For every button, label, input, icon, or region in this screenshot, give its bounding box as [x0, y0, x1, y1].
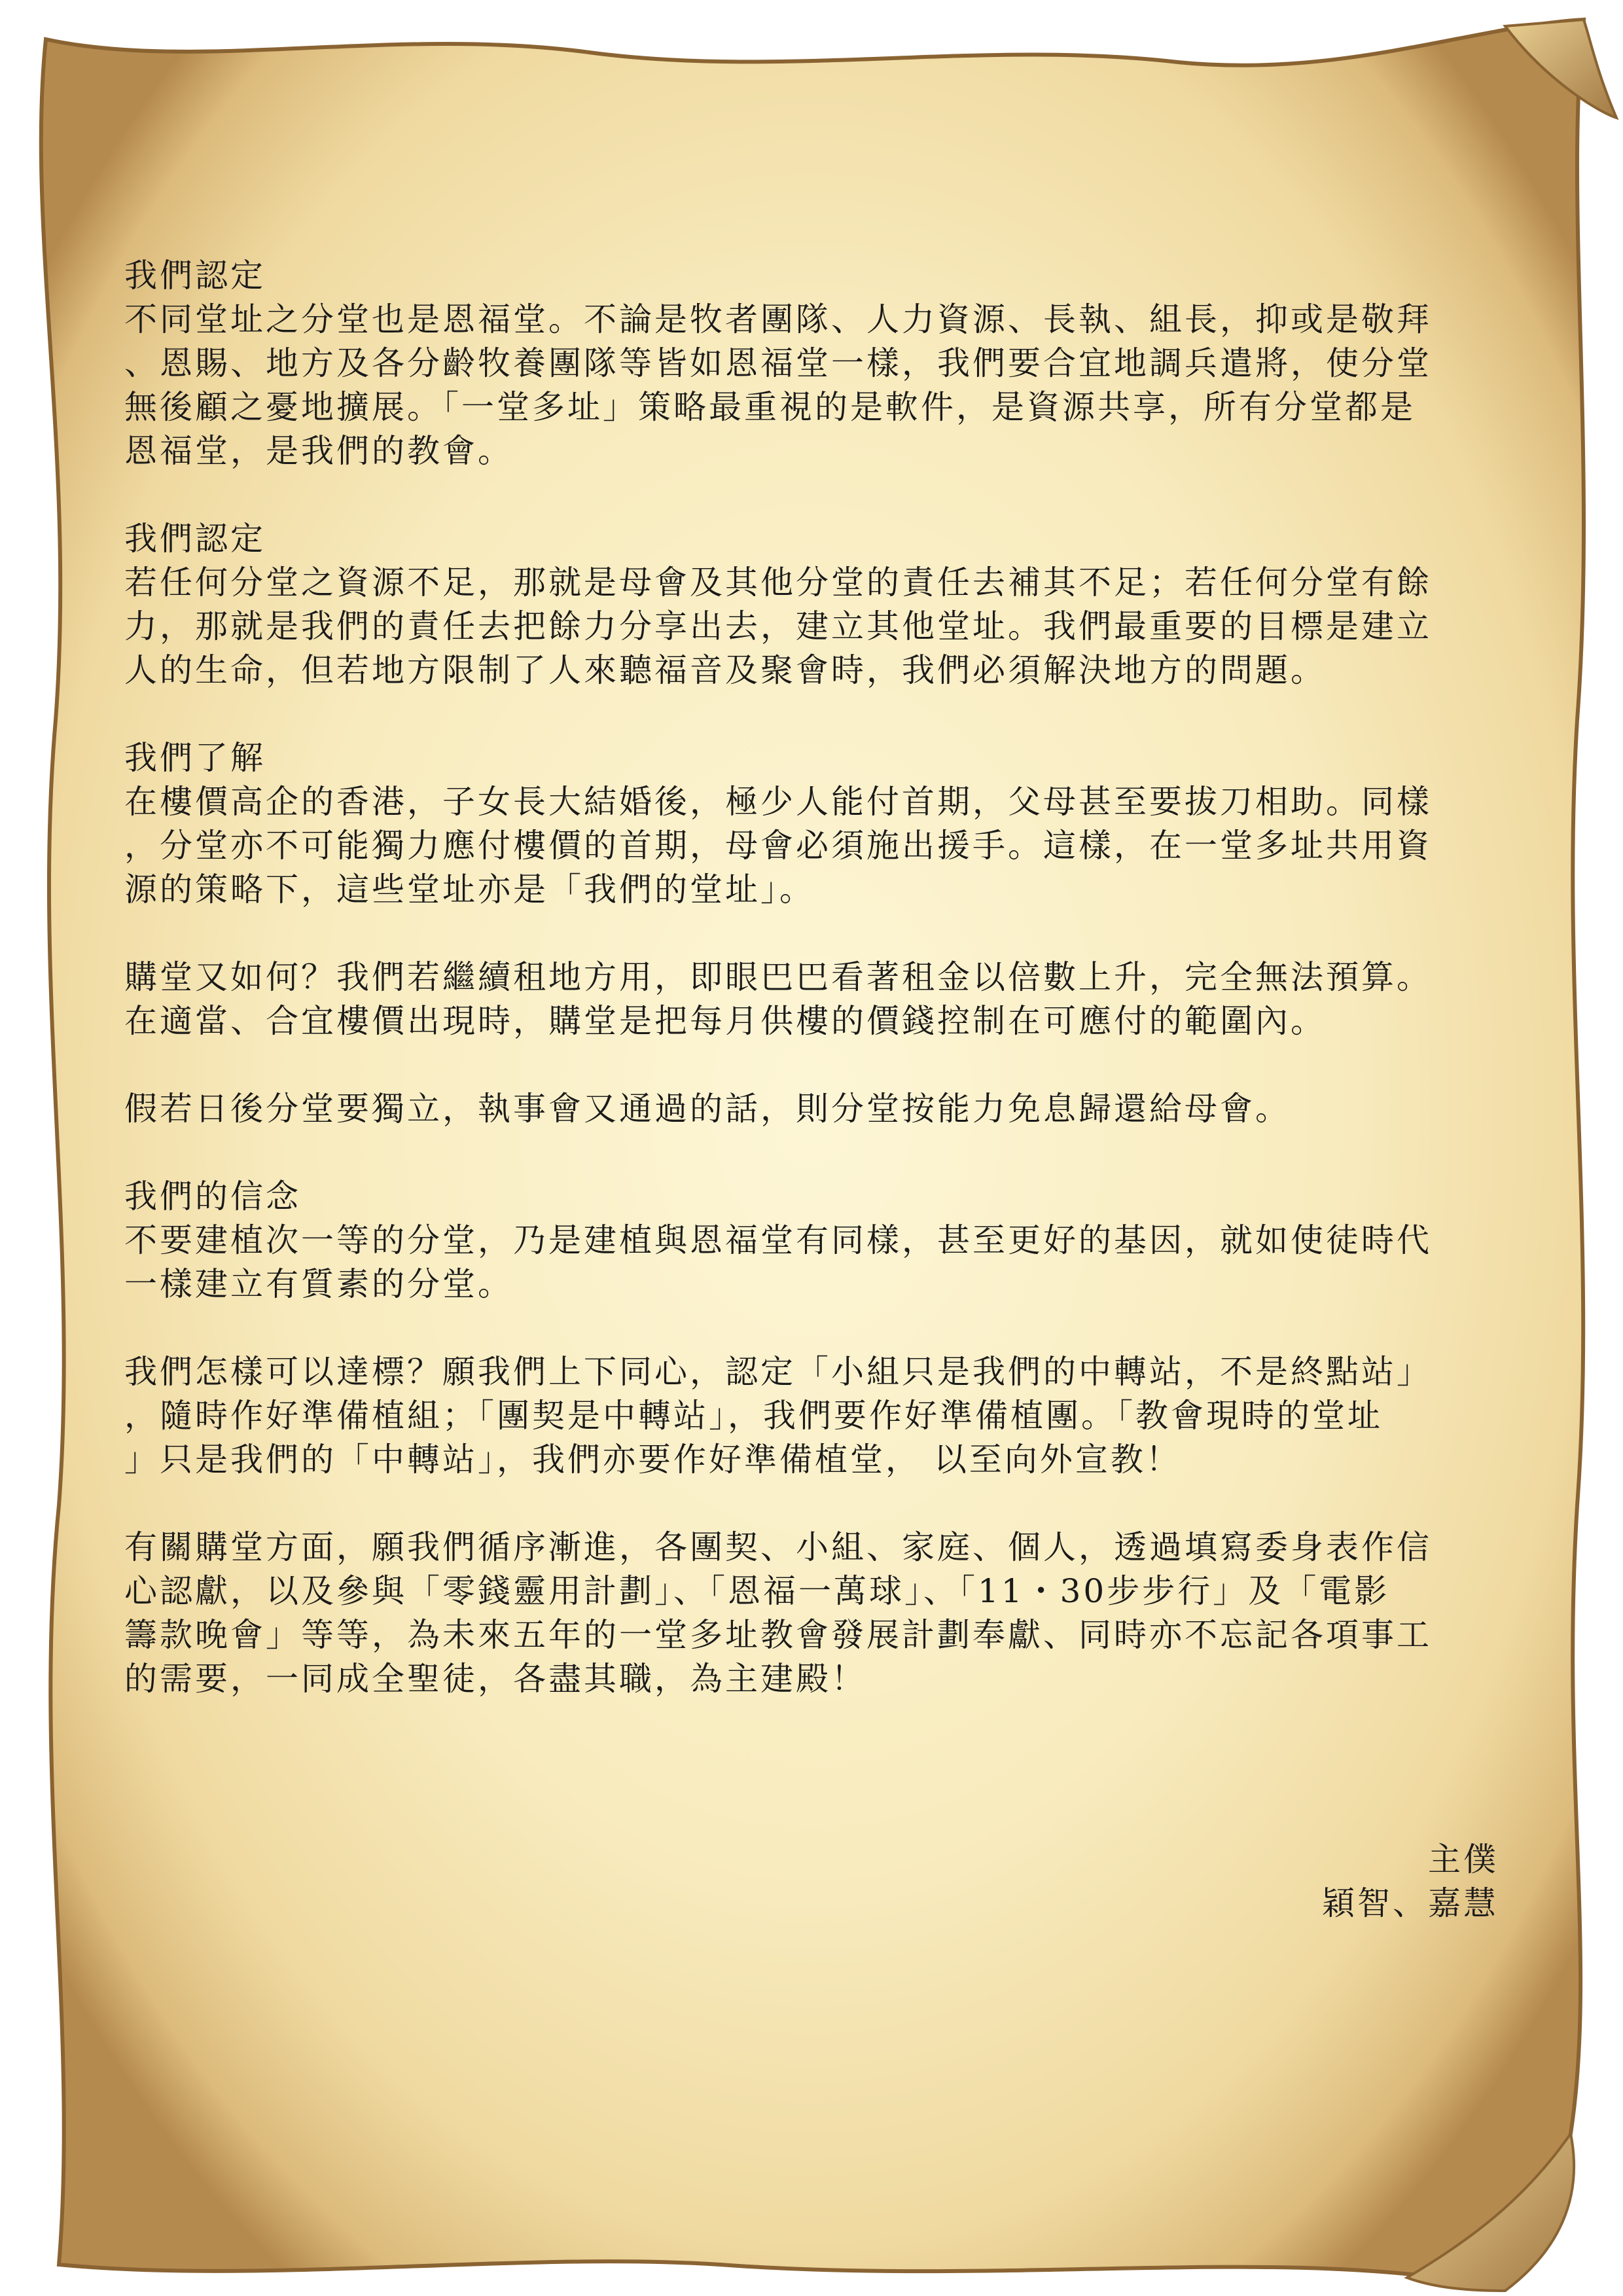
paragraph-line: 假若日後分堂要獨立，執事會又通過的話，則分堂按能力免息歸還給母會。 — [124, 1090, 1291, 1128]
letter-paragraph — [124, 1350, 1505, 1482]
letter-body — [124, 254, 1505, 1745]
paragraph-line: 」只是我們的「中轉站」，我們亦要作好準備植堂， 以至向外宣教！ — [124, 1441, 1181, 1479]
paragraph-line: ，隨時作好準備植組；「團契是中轉站」，我們要作好準備植團。「教會現時的堂址 — [124, 1397, 1383, 1435]
paragraph-line: 的需要，一同成全聖徒，各盡其職，為主建殿！ — [124, 1660, 866, 1698]
letter-paragraph — [124, 517, 1505, 692]
paragraph-line: 一樣建立有質素的分堂。 — [124, 1265, 513, 1303]
paragraph-heading: 我們認定 — [124, 520, 266, 558]
signature-names: 穎智、嘉慧 — [1322, 1884, 1499, 1922]
paragraph-line: 力，那就是我們的責任去把餘力分享出去，建立其他堂址。我們最重要的目標是建立 — [124, 607, 1432, 645]
letter-paragraph — [124, 254, 1505, 473]
letter-paragraph — [124, 1175, 1505, 1306]
paragraph-line: ，分堂亦不可能獨力應付樓價的首期，母會必須施出援手。這樣，在一堂多址共用資 — [124, 827, 1432, 865]
signature-block — [1322, 1838, 1499, 1926]
signature-title: 主僕 — [1428, 1840, 1499, 1878]
paragraph-line: 我們怎樣可以達標？願我們上下同心，認定「小組只是我們的中轉站，不是終點站」 — [124, 1353, 1432, 1391]
letter-paragraph — [124, 1526, 1505, 1701]
paragraph-line: 若任何分堂之資源不足，那就是母會及其他分堂的責任去補其不足；若任何分堂有餘 — [124, 564, 1432, 601]
paragraph-line: 無後顧之憂地擴展。「一堂多址」策略最重視的是軟件，是資源共享，所有分堂都是 — [124, 388, 1416, 426]
paragraph-line: 、恩賜、地方及各分齡牧養團隊等皆如恩福堂一樣，我們要合宜地調兵遣將，使分堂 — [124, 344, 1432, 382]
paragraph-line: 恩福堂，是我們的教會。 — [124, 432, 513, 470]
paragraph-line: 人的生命，但若地方限制了人來聽福音及聚會時，我們必須解決地方的問題。 — [124, 651, 1326, 689]
paragraph-line: 購堂又如何？我們若繼續租地方用，即眼巴巴看著租金以倍數上升，完全無法預算。 — [124, 958, 1432, 996]
letter-paragraph — [124, 1087, 1505, 1131]
paragraph-heading: 我們的信念 — [124, 1177, 301, 1215]
paragraph-line: 不同堂址之分堂也是恩福堂。不論是牧者團隊、人力資源、長執、組長，抑或是敬拜 — [124, 300, 1432, 338]
paragraph-line: 有關購堂方面，願我們循序漸進，各團契、小組、家庭、個人，透過填寫委身表作信 — [124, 1528, 1432, 1566]
paragraph-line: 籌款晚會」等等，為未來五年的一堂多址教會發展計劃奉獻、同時亦不忘記各項事工 — [124, 1616, 1432, 1654]
paragraph-heading: 我們了解 — [124, 739, 266, 777]
letter-paragraph — [124, 736, 1505, 912]
paragraph-line: 在樓價高企的香港，子女長大結婚後，極少人能付首期，父母甚至要拔刀相助。同樣 — [124, 783, 1432, 821]
paragraph-line: 在適當、合宜樓價出現時，購堂是把每月供樓的價錢控制在可應付的範圍內。 — [124, 1002, 1326, 1040]
paragraph-line: 心認獻，以及參與「零錢靈用計劃」、「恩福一萬球」、「11・30步步行」及「電影 — [124, 1572, 1390, 1610]
paragraph-heading: 我們認定 — [124, 257, 266, 295]
paragraph-line: 不要建植次一等的分堂，乃是建植與恩福堂有同樣，甚至更好的基因，就如使徒時代 — [124, 1221, 1432, 1259]
paragraph-line: 源的策略下，這些堂址亦是「我們的堂址」。 — [124, 870, 815, 908]
letter-paragraph — [124, 956, 1505, 1043]
